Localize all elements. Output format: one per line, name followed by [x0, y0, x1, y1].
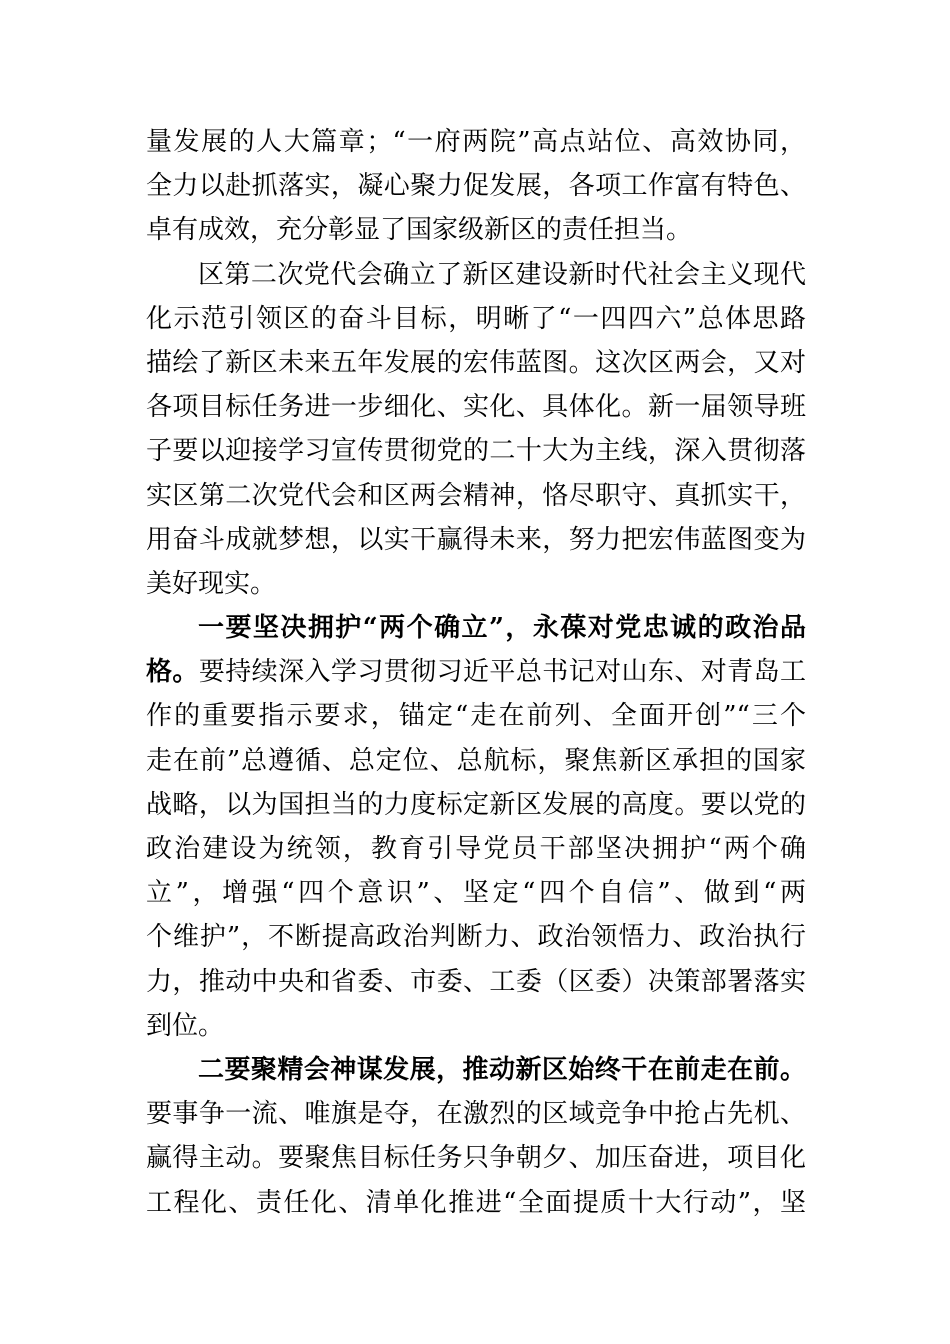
text-line: [146, 385, 806, 429]
text-line: [146, 429, 806, 473]
line-text: 赢得主动。要聚焦目标任务只争朝夕、加压奋进，项目化: [146, 1143, 806, 1174]
text-line: [146, 739, 806, 783]
text-line: [146, 783, 806, 827]
text-line: [146, 827, 806, 871]
line-text: 到位。: [146, 1010, 225, 1041]
text-line: [146, 474, 806, 518]
line-text: 力，推动中央和省委、市委、工委（区委）决策部署落实: [146, 966, 806, 997]
section-heading-tail: 格。: [146, 657, 199, 688]
line-text: 美好现实。: [146, 568, 277, 599]
text-line: [146, 297, 806, 341]
text-line: [146, 650, 806, 694]
line-text: 立”，增强“四个意识”、坚定“四个自信”、做到“两: [146, 878, 806, 909]
text-line: [146, 518, 806, 562]
section-heading-text: 一要坚决拥护“两个确立”，永葆对党忠诚的政治品: [198, 613, 806, 644]
line-text: 走在前”总遵循、总定位、总航标，聚焦新区承担的国家: [146, 745, 806, 776]
text-line: [146, 1181, 806, 1225]
line-text: 实区第二次党代会和区两会精神，恪尽职守、真抓实干，: [146, 480, 806, 511]
line-text: 量发展的人大篇章；“一府两院”高点站位、高效协同，: [146, 127, 806, 157]
line-text: 卓有成效，充分彰显了国家级新区的责任担当。: [146, 215, 693, 246]
text-line: [146, 208, 806, 252]
line-text: 要持续深入学习贯彻习近平总书记对山东、对青岛工: [198, 657, 806, 688]
text-line: [146, 1092, 806, 1136]
text-line: [146, 960, 806, 1004]
line-text: 子要以迎接学习宣传贯彻党的二十大为主线，深入贯彻落: [146, 436, 806, 467]
line-text: 化示范引领区的奋斗目标，明晰了“一四四六”总体思路: [146, 303, 806, 334]
text-line: [146, 1136, 806, 1180]
text-line: [146, 915, 806, 959]
line-text: 全力以赴抓落实，凝心聚力促发展，各项工作富有特色、: [146, 171, 806, 202]
text-line: [146, 694, 806, 738]
paragraph-start-line: [146, 253, 806, 297]
section-heading-line: [146, 606, 806, 650]
line-text: 用奋斗成就梦想，以实干赢得未来，努力把宏伟蓝图变为: [146, 524, 806, 555]
line-text: 区第二次党代会确立了新区建设新时代社会主义现代: [198, 259, 806, 290]
section-heading-text: 二要聚精会神谋发展，推动新区始终干在前走在前。: [198, 1054, 806, 1085]
document-body: [146, 120, 806, 1225]
line-text: 描绘了新区未来五年发展的宏伟蓝图。这次区两会，又对: [146, 347, 806, 378]
text-line: [146, 341, 806, 385]
line-text: 工程化、责任化、清单化推进“全面提质十大行动”，坚: [146, 1187, 806, 1218]
line-text: 政治建设为统领，教育引导党员干部坚决拥护“两个确: [146, 834, 806, 864]
line-text: 各项目标任务进一步细化、实化、具体化。新一届领导班: [146, 392, 806, 423]
line-text: 个维护”，不断提高政治判断力、政治领悟力、政治执行: [146, 922, 806, 953]
text-line: [146, 871, 806, 915]
line-text: 作的重要指示要求，锚定“走在前列、全面开创”“三个: [146, 701, 806, 732]
text-line: [146, 1004, 806, 1048]
text-line: [146, 120, 806, 164]
line-text: 战略，以为国担当的力度标定新区发展的高度。要以党的: [146, 789, 806, 820]
line-text: 要事争一流、唯旗是夺，在激烈的区域竞争中抢占先机、: [146, 1099, 806, 1130]
section-heading-line: [146, 1048, 806, 1092]
text-line: [146, 562, 806, 606]
text-line: [146, 164, 806, 208]
